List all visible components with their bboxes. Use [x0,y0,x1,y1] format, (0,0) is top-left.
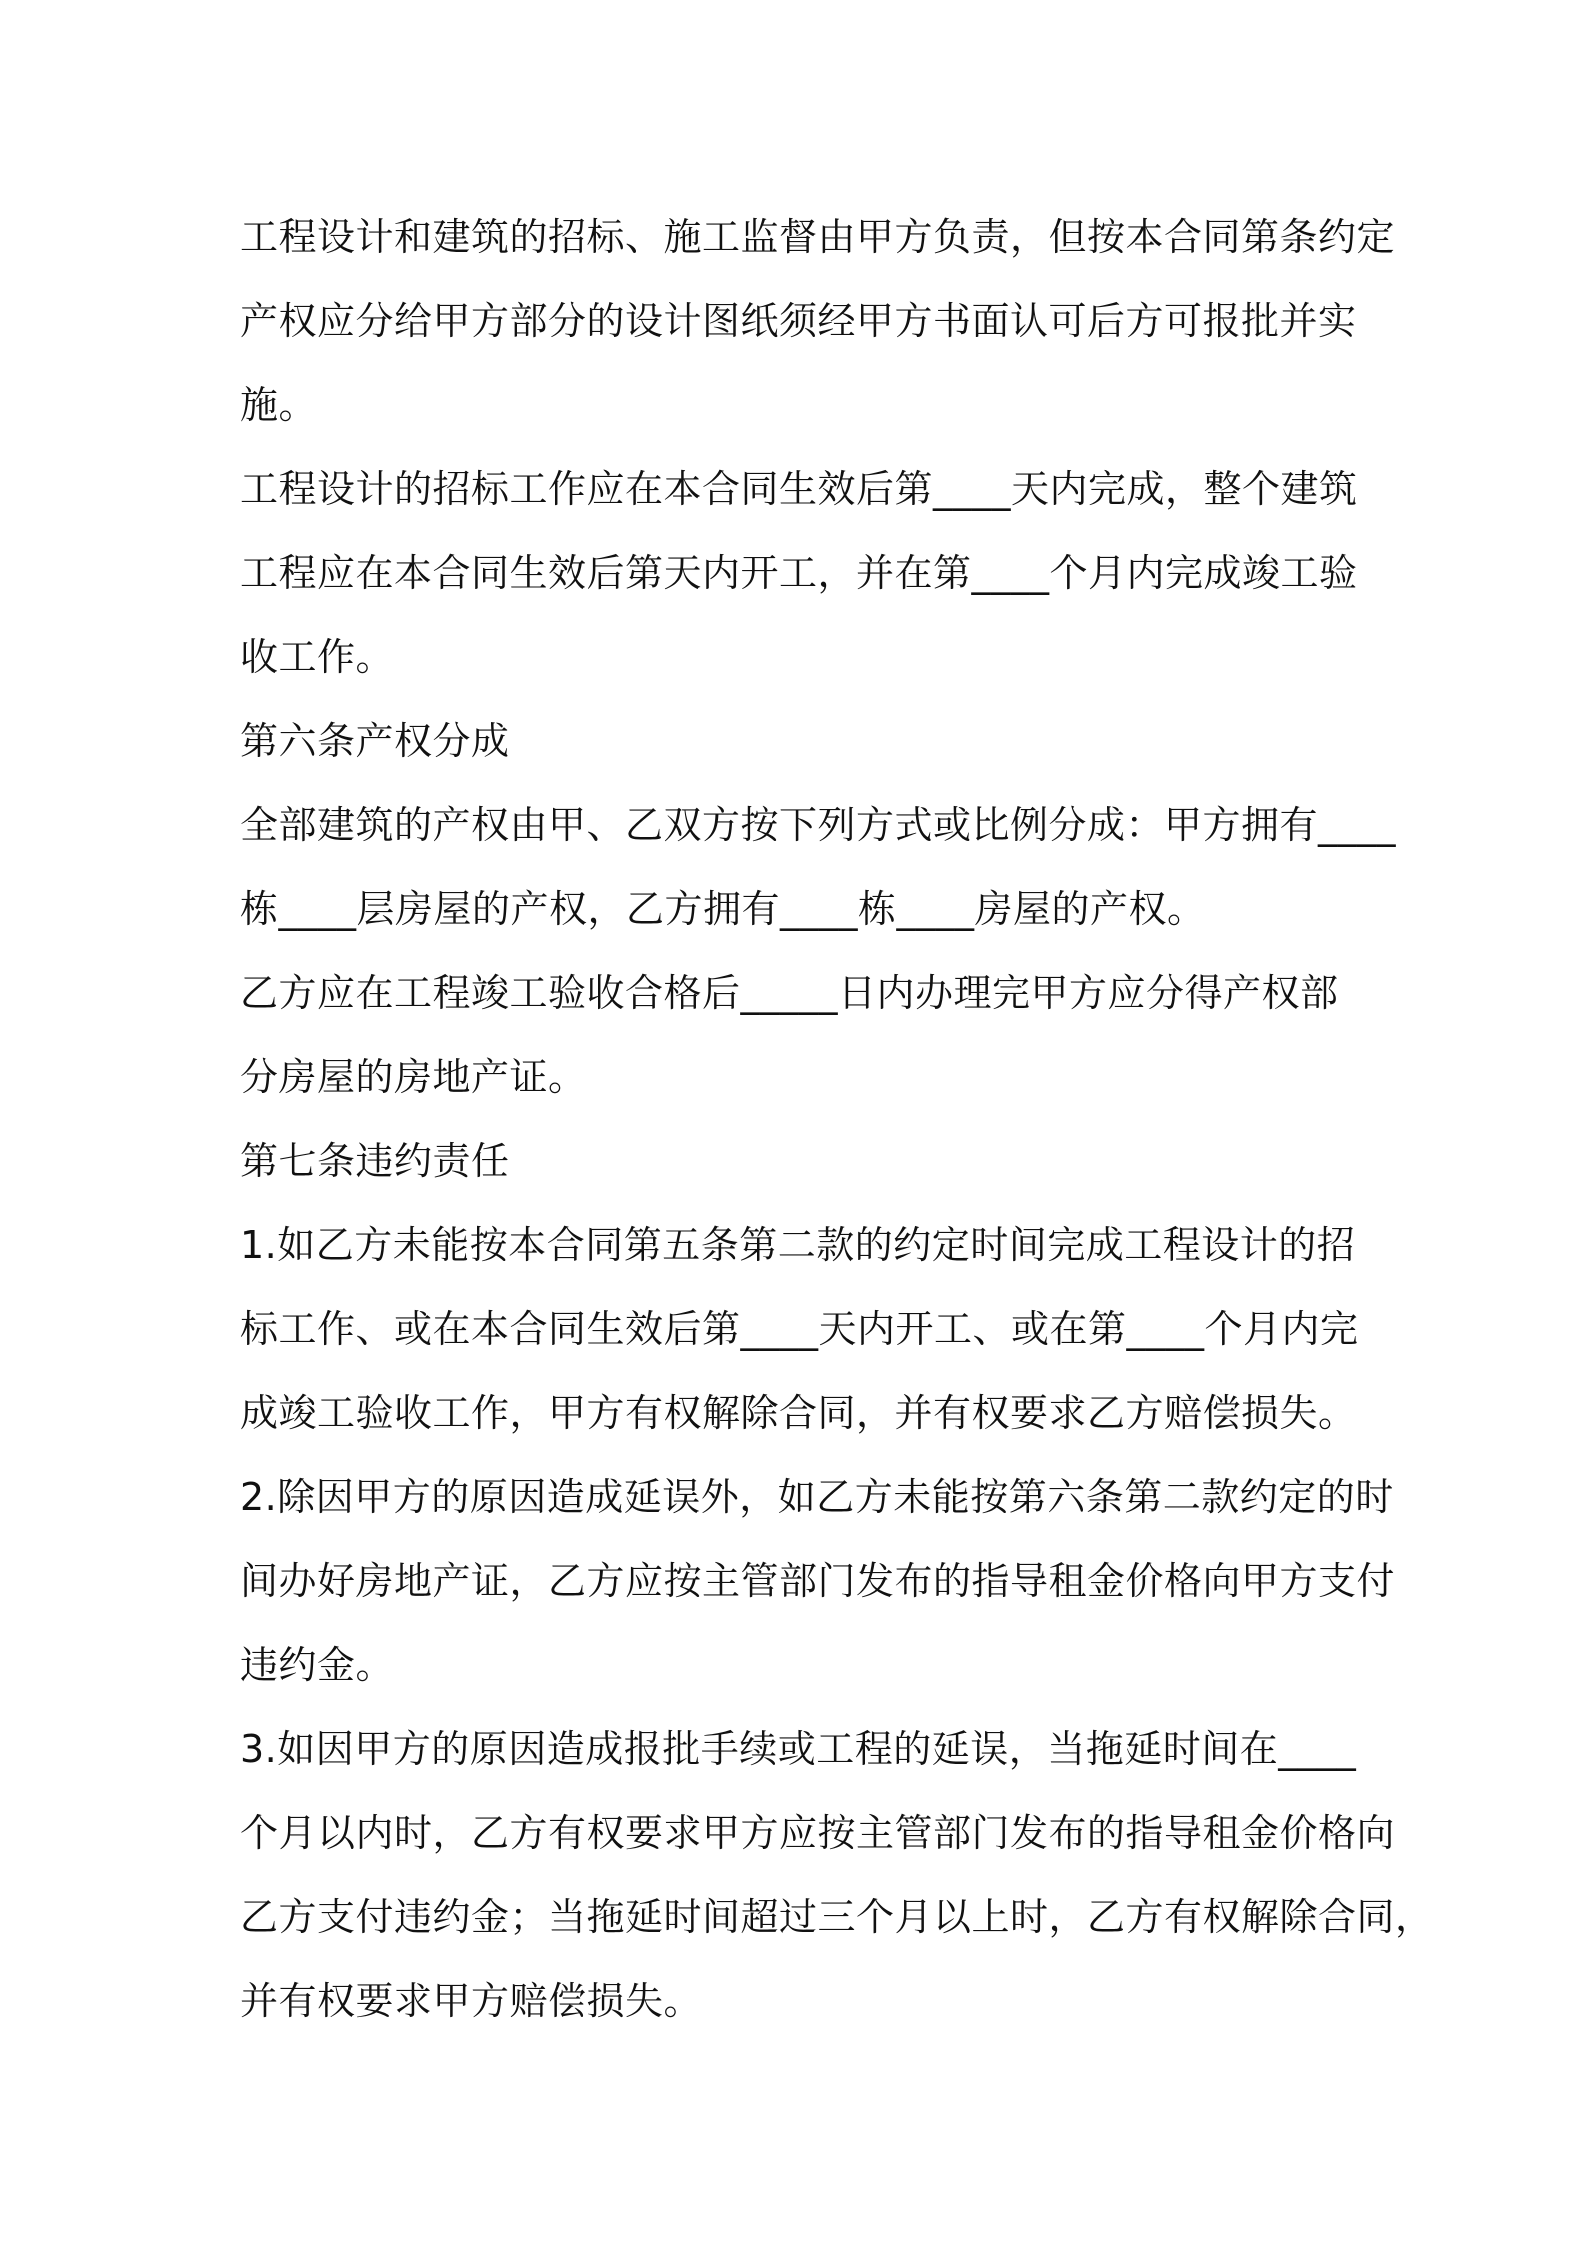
text-line: 标工作、或在本合同生效后第____天内开工、或在第____个月内完 [240,1307,1359,1351]
text-line: 违约金。 [240,1643,395,1687]
text-line: 3.如因甲方的原因造成报批手续或工程的延误，当拖延时间在____ [240,1727,1357,1771]
text-line: 成竣工验收工作，甲方有权解除合同，并有权要求乙方赔偿损失。 [240,1391,1357,1435]
text-line: 间办好房地产证，乙方应按主管部门发布的指导租金价格向甲方支付 [240,1559,1396,1603]
text-line: 个月以内时，乙方有权要求甲方应按主管部门发布的指导租金价格向 [240,1811,1396,1855]
text-line: 2.除因甲方的原因造成延误外，如乙方未能按第六条第二款约定的时 [240,1475,1394,1519]
text-line: 工程设计的招标工作应在本合同生效后第____天内完成，整个建筑 [240,467,1358,511]
text-line: 乙方应在工程竣工验收合格后_____日内办理完甲方应分得产权部 [240,971,1339,1015]
document-body [240,195,1434,2043]
text-line: 并有权要求甲方赔偿损失。 [240,1979,703,2023]
text-line: 产权应分给甲方部分的设计图纸须经甲方书面认可后方可报批并实 [240,299,1357,343]
text-line: 工程应在本合同生效后第天内开工，并在第____个月内完成竣工验 [240,551,1358,595]
text-line: 工程设计和建筑的招标、施工监督由甲方负责，但按本合同第条约定 [240,215,1396,259]
text-line: 收工作。 [240,635,395,679]
section-heading: 第七条违约责任 [240,1139,510,1183]
text-line: 施。 [240,383,318,427]
section-heading: 第六条产权分成 [240,719,510,763]
text-line: 栋____层房屋的产权，乙方拥有____栋____房屋的产权。 [240,887,1206,931]
text-line: 全部建筑的产权由甲、乙双方按下列方式或比例分成：甲方拥有____ [240,803,1397,847]
text-line: 乙方支付违约金；当拖延时间超过三个月以上时，乙方有权解除合同， [240,1895,1434,1939]
text-line: 分房屋的房地产证。 [240,1055,587,1099]
text-line: 1.如乙方未能按本合同第五条第二款的约定时间完成工程设计的招 [240,1223,1356,1267]
